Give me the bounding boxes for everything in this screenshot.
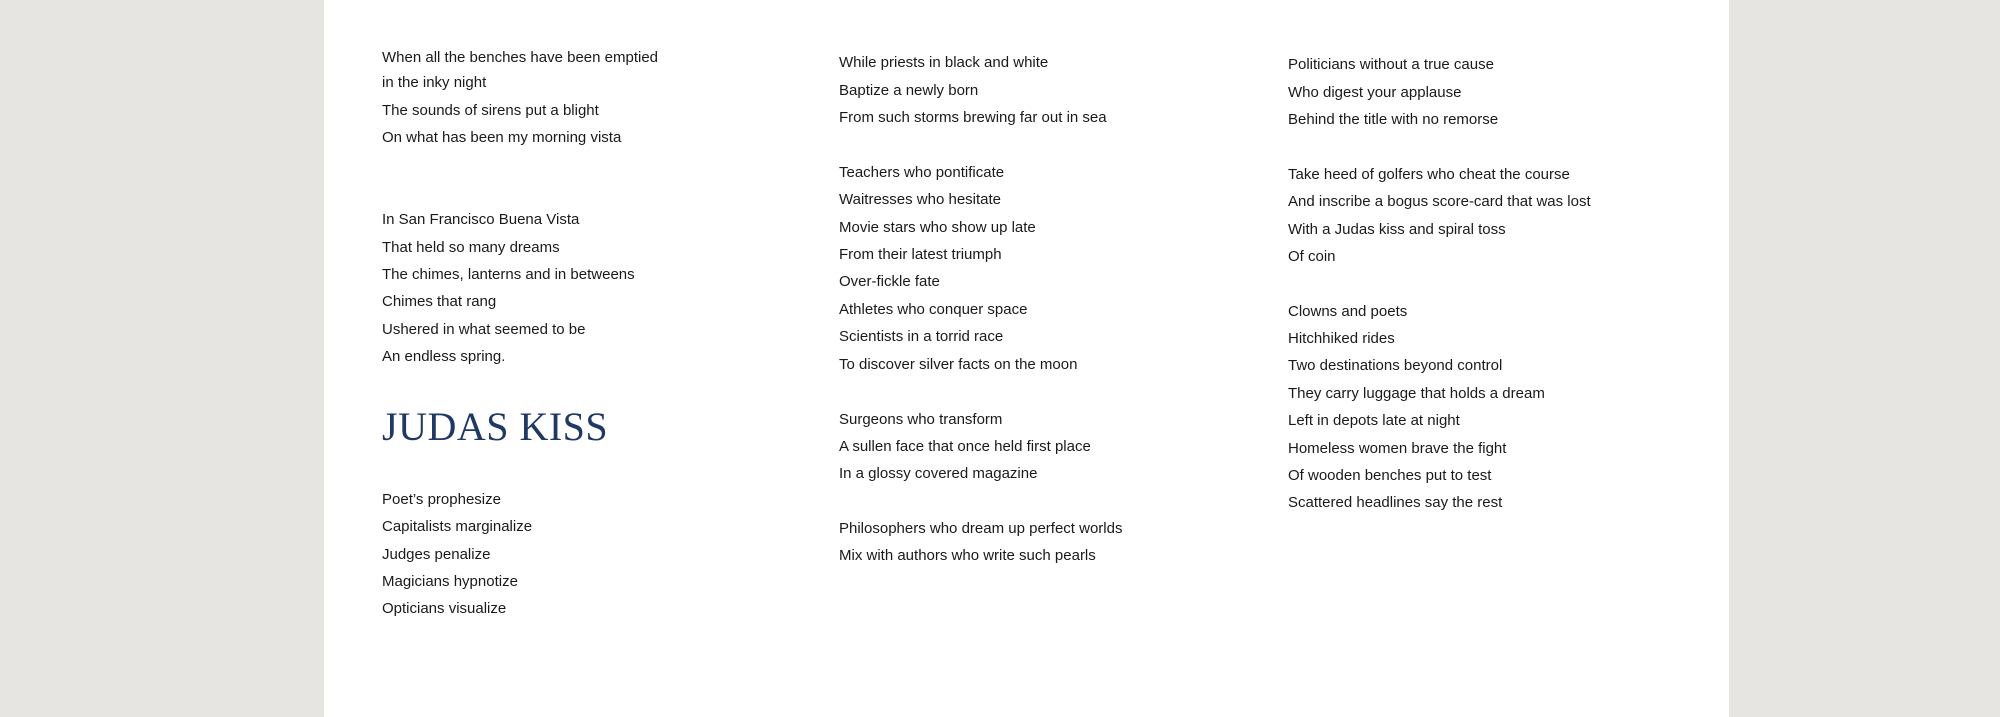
poem-line: Surgeons who transform (839, 411, 1003, 428)
poem-line: Of wooden benches put to test (1288, 467, 1492, 484)
poem-line: Magicians hypnotize (382, 573, 518, 590)
poem-line: To discover silver facts on the moon (839, 356, 1078, 373)
poem-line: In a glossy covered magazine (839, 465, 1038, 482)
poem-line: While priests in black and white (839, 54, 1049, 71)
poem-title: JUDAS KISS (382, 404, 609, 449)
poem-line: Chimes that rang (382, 293, 497, 310)
poem-line: Capitalists marginalize (382, 518, 533, 535)
poem-line: Poet’s prophesize (382, 491, 501, 508)
poem-line: In San Francisco Buena Vista (382, 211, 580, 228)
poem-line: A sullen face that once held first place (839, 438, 1091, 455)
poem-line: Clowns and poets (1288, 303, 1408, 320)
poem-line: Two destinations beyond control (1288, 357, 1503, 374)
poem-line: With a Judas kiss and spiral toss (1288, 221, 1506, 238)
poem-line: The chimes, lanterns and in betweens (382, 266, 635, 283)
poem-line: Take heed of golfers who cheat the course (1288, 166, 1570, 183)
poem-line: Movie stars who show up late (839, 219, 1036, 236)
poem-line: Hitchhiked rides (1288, 330, 1395, 347)
poem-line: Teachers who pontificate (839, 164, 1005, 181)
poem-line: Judges penalize (382, 546, 491, 563)
poem-line: They carry luggage that holds a dream (1288, 385, 1545, 402)
poem-line: Scientists in a torrid race (839, 328, 1004, 345)
poem-line: And inscribe a bogus score-card that was lost (1288, 193, 1591, 210)
poem-line: Athletes who conquer space (839, 301, 1028, 318)
poem-line: Ushered in what seemed to be (382, 321, 586, 338)
poem-line: An endless spring. (382, 348, 506, 365)
poem-line: Of coin (1288, 248, 1336, 265)
poem-line: Waitresses who hesitate (839, 191, 1002, 208)
poem-line: From their latest triumph (839, 246, 1002, 263)
poem-line: Opticians visualize (382, 600, 507, 617)
poem-line: On what has been my morning vista (382, 129, 622, 146)
poem-line: Over-fickle fate (839, 273, 940, 290)
poem-line: Politicians without a true cause (1288, 56, 1494, 73)
poem-line: in the inky night (382, 74, 487, 91)
poem-line: The sounds of sirens put a blight (382, 102, 599, 119)
poem-line: Behind the title with no remorse (1288, 111, 1499, 128)
poem-line: Baptize a newly born (839, 82, 979, 99)
poem-line: Homeless women brave the fight (1288, 440, 1507, 457)
poem-line: Philosophers who dream up perfect worlds (839, 520, 1123, 537)
poem-line: Mix with authors who write such pearls (839, 547, 1096, 564)
poem-line: Left in depots late at night (1288, 412, 1460, 429)
poem-line: From such storms brewing far out in sea (839, 109, 1107, 126)
poem-line: Who digest your applause (1288, 84, 1462, 101)
document-page (324, 0, 1729, 717)
poem-line: When all the benches have been emptied (382, 49, 659, 66)
poem-line: Scattered headlines say the rest (1288, 494, 1503, 511)
poem-line: That held so many dreams (382, 239, 560, 256)
